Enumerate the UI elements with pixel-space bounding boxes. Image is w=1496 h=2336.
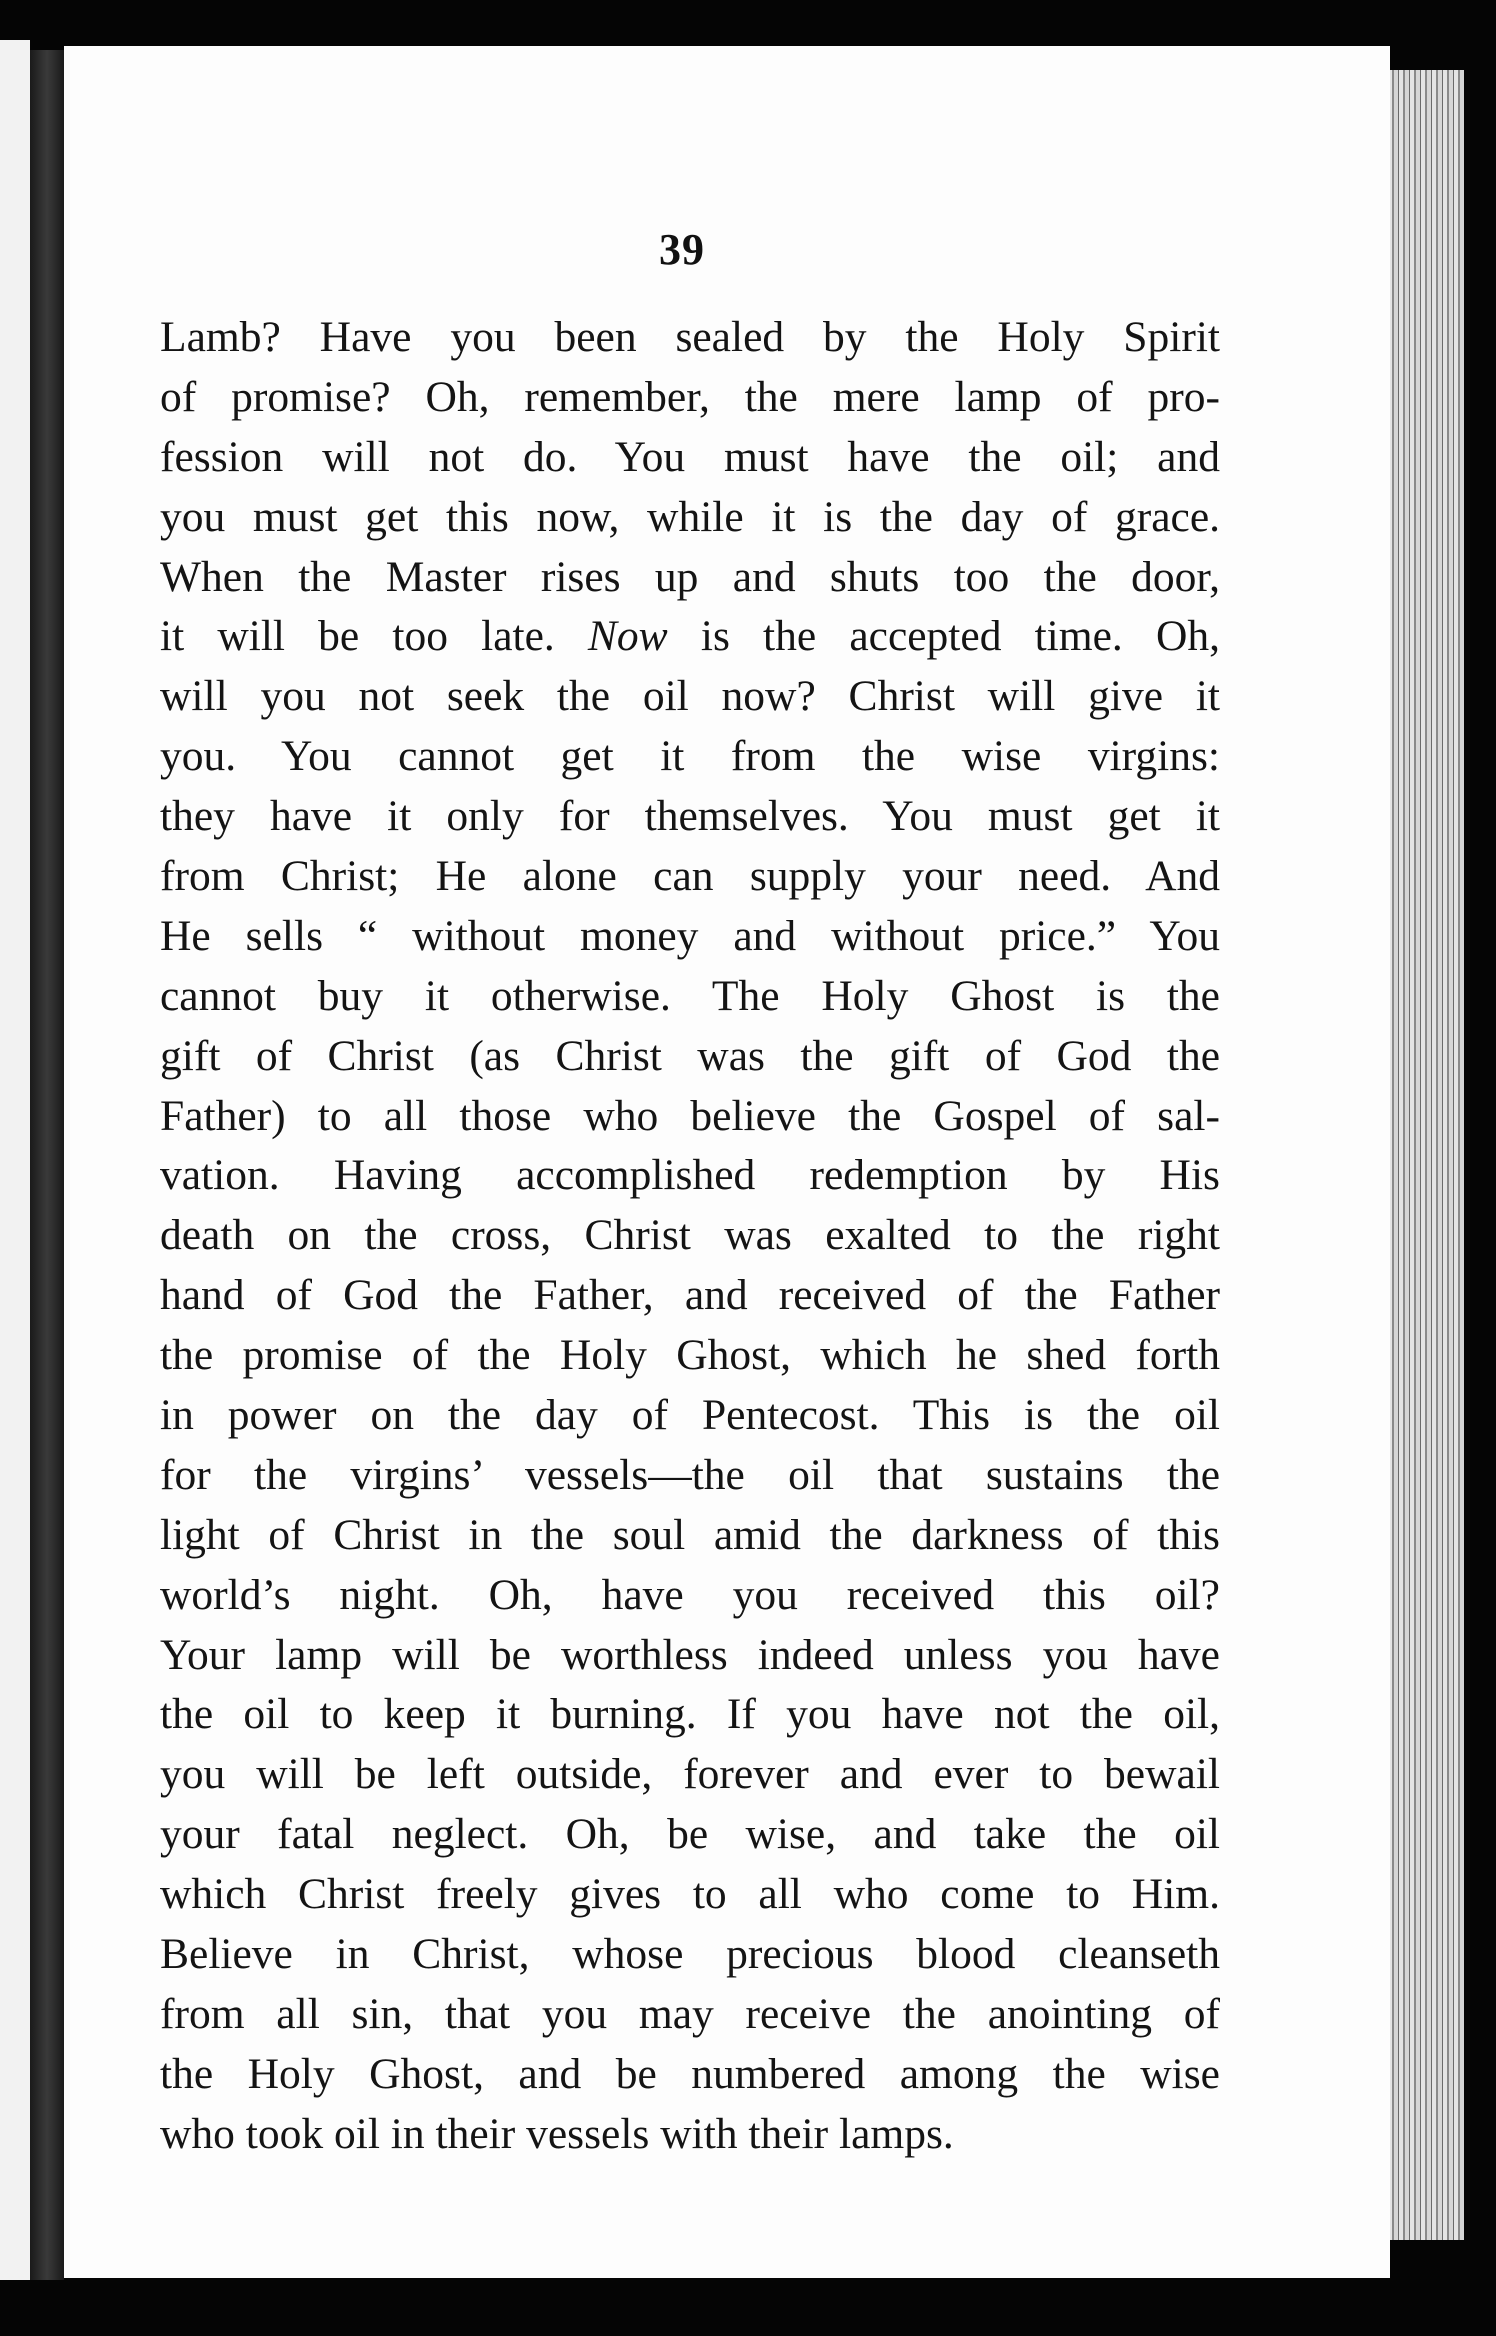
text-line: you. You cannot get it from the wise virgins: <box>160 732 1220 781</box>
text-line: from all sin, that you may receive the anointing of <box>160 1989 1220 2038</box>
text-line: which Christ freely gives to all who come to Him. <box>160 1870 1220 1919</box>
text-line: from Christ; He alone can supply your need. And <box>160 852 1220 901</box>
emphasized-word: Now <box>587 612 668 661</box>
page-stack-edges <box>1388 70 1464 2240</box>
text-line: light of Christ in the soul amid the darkness of this <box>160 1510 1220 1559</box>
text-line: world’s night. Oh, have you received this oil? <box>160 1570 1220 1619</box>
text-line: you will be left outside, forever and ever to bewail <box>160 1750 1220 1799</box>
text-line: who took oil in their vessels with their lamps. <box>160 2109 954 2158</box>
text-line: hand of God the Father, and received of the Father <box>160 1271 1220 1320</box>
text-line: When the Master rises up and shuts too the door, <box>160 552 1220 601</box>
text-line: Believe in Christ, whose precious blood cleanseth <box>160 1930 1220 1979</box>
text-line: your fatal neglect. Oh, be wise, and take the oil <box>160 1810 1220 1859</box>
body-text <box>160 308 1220 2165</box>
text-line: death on the cross, Christ was exalted to the right <box>160 1211 1220 1260</box>
text-line <box>160 607 1220 667</box>
text-line: vation. Having accomplished redemption by His <box>160 1151 1220 1200</box>
text-line: the oil to keep it burning. If you have not the oil, <box>160 1690 1220 1739</box>
left-page-edge <box>0 40 30 2280</box>
text-line: gift of Christ (as Christ was the gift of God the <box>160 1031 1220 1080</box>
text-line: cannot buy it otherwise. The Holy Ghost is the <box>160 971 1220 1020</box>
text-line: will you not seek the oil now? Christ will give it <box>160 672 1220 721</box>
book-page <box>64 46 1390 2278</box>
text-segment: it will be too late. <box>160 612 588 661</box>
text-line: the promise of the Holy Ghost, which he shed forth <box>160 1331 1220 1380</box>
text-line: Lamb? Have you been sealed by the Holy Spirit <box>160 313 1220 361</box>
gutter-shadow <box>30 50 64 2280</box>
text-line: of promise? Oh, remember, the mere lamp of pro- <box>160 372 1220 421</box>
page-number: 39 <box>659 225 705 274</box>
text-line: He sells “ without money and without price.” You <box>160 911 1220 960</box>
text-line: you must get this now, while it is the day of grace. <box>160 492 1220 541</box>
text-line: the Holy Ghost, and be numbered among the wise <box>160 2049 1220 2098</box>
text-line: fession will not do. You must have the oil; and <box>160 432 1220 481</box>
text-line: they have it only for themselves. You must get it <box>160 792 1220 841</box>
text-line: in power on the day of Pentecost. This is the oil <box>160 1391 1220 1440</box>
text-segment: is the accepted time. Oh, <box>667 612 1220 661</box>
text-line: for the virgins’ vessels—the oil that sustains the <box>160 1450 1220 1499</box>
text-line: Father) to all those who believe the Gospel of sal- <box>160 1091 1220 1140</box>
text-line: Your lamp will be worthless indeed unless you have <box>160 1630 1220 1679</box>
